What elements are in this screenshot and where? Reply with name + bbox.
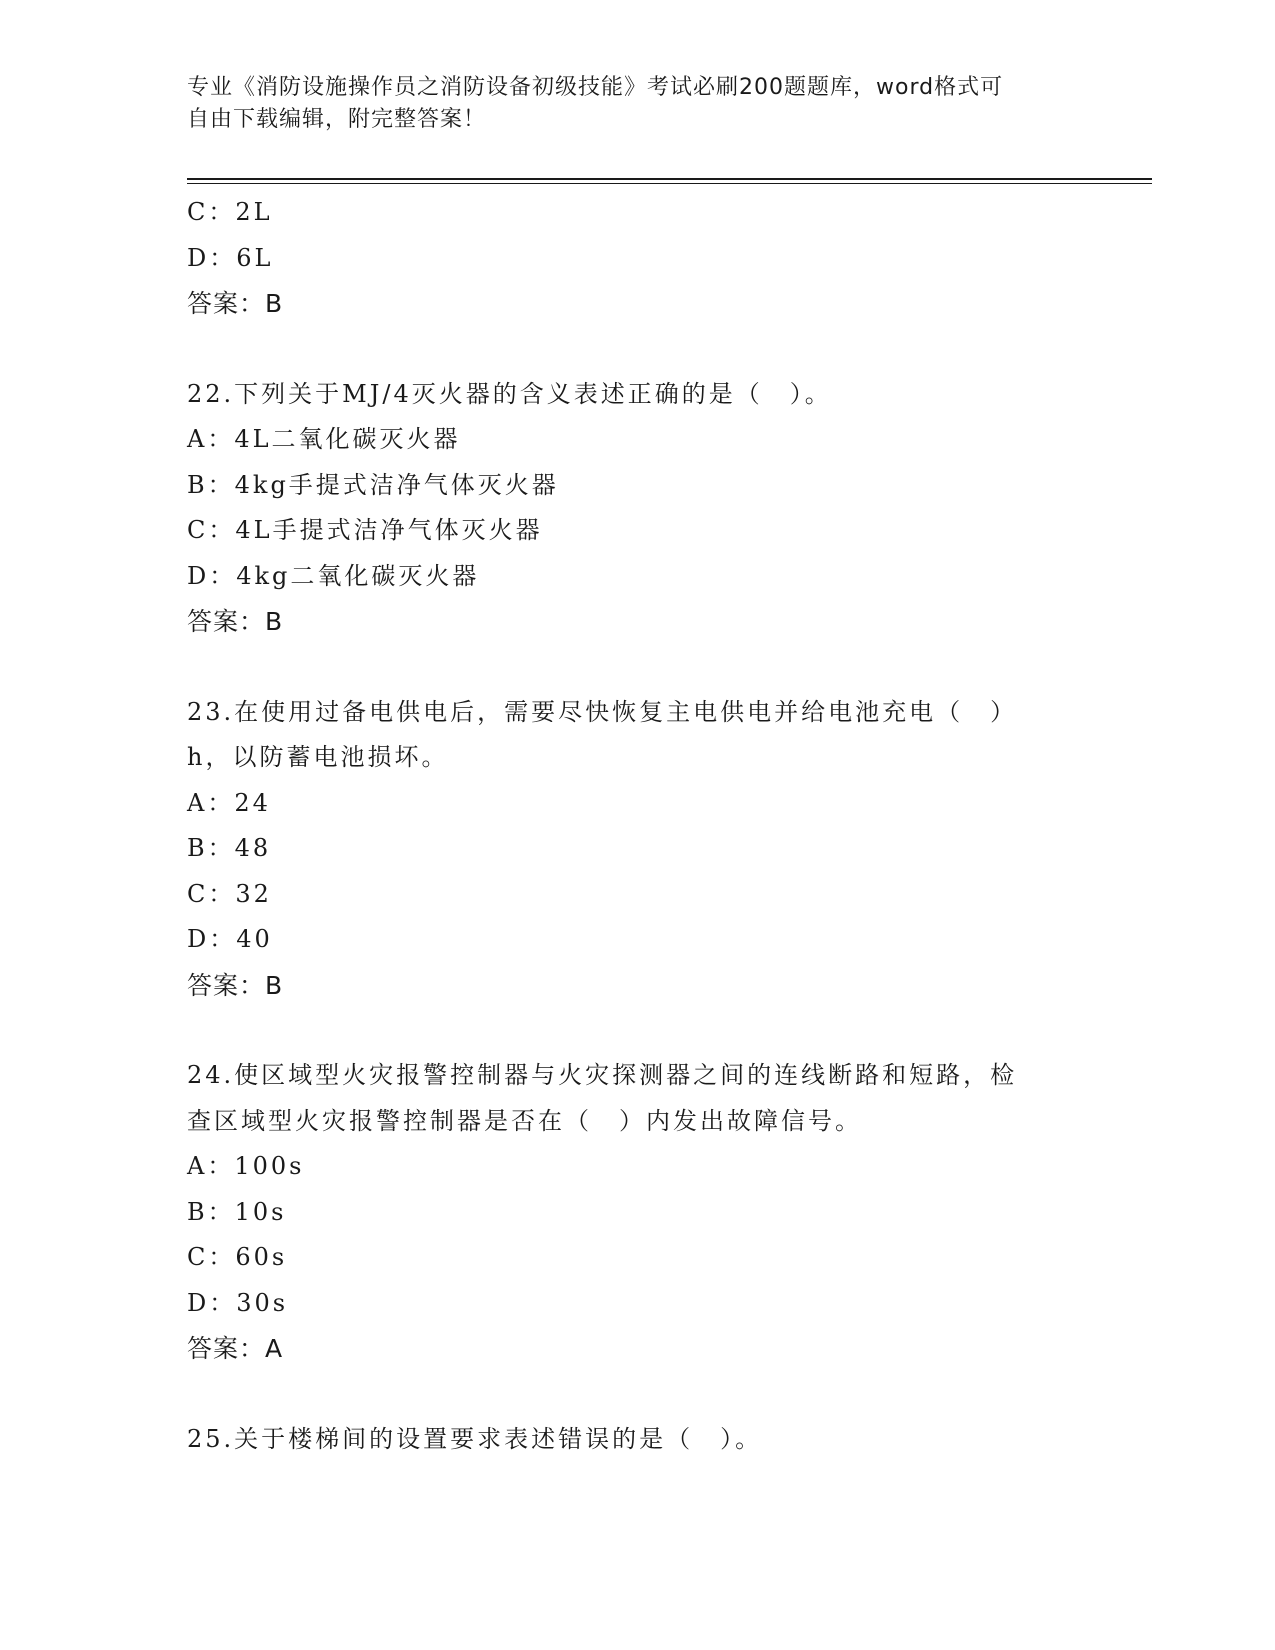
header-rule-thin bbox=[187, 183, 1152, 184]
option-d: D：30s bbox=[187, 1288, 289, 1317]
option-c: C：32 bbox=[187, 879, 272, 908]
spacer bbox=[187, 1372, 1137, 1417]
question-24 bbox=[187, 1053, 1137, 1372]
option-b: B：48 bbox=[187, 834, 272, 862]
question-stem: 23.在使用过备电供电后，需要尽快恢复主电供电并给电池充电（ ） bbox=[187, 697, 1018, 726]
header-line-1: 专业《消防设施操作员之消防设备初级技能》考试必刷200题题库，word格式可 bbox=[187, 75, 1004, 100]
question-23 bbox=[187, 690, 1137, 1009]
option-c: C：4L手提式洁净气体灭火器 bbox=[187, 516, 543, 544]
answer: 答案：B bbox=[187, 607, 284, 636]
option-a: A：24 bbox=[187, 788, 271, 817]
spacer bbox=[187, 327, 1137, 372]
answer: 答案：B bbox=[187, 970, 284, 1000]
question-list bbox=[187, 190, 1137, 1462]
question-stem: 25.关于楼梯间的设置要求表述错误的是（ ）。 bbox=[187, 1424, 763, 1453]
document-header bbox=[187, 72, 1087, 136]
question-25 bbox=[187, 1417, 1137, 1463]
option-a: A：100s bbox=[187, 1152, 305, 1180]
question-22 bbox=[187, 372, 1137, 645]
option-d: D：4kg二氧化碳灭火器 bbox=[187, 561, 480, 590]
option-b: B：4kg手提式洁净气体灭火器 bbox=[187, 470, 559, 499]
question-stem-continued: 查区域型火灾报警控制器是否在（ ）内发出故障信号。 bbox=[187, 1106, 862, 1135]
option-d: D：6L bbox=[187, 243, 274, 272]
answer: 答案：A bbox=[187, 1334, 284, 1363]
question-21-tail bbox=[187, 190, 1137, 327]
option-d: D：40 bbox=[187, 925, 273, 953]
spacer bbox=[187, 645, 1137, 690]
option-b: B：10s bbox=[187, 1197, 287, 1226]
question-stem-continued: h，以防蓄电池损坏。 bbox=[187, 743, 449, 771]
question-stem: 24.使区域型火灾报警控制器与火灾探测器之间的连线断路和短路，检 bbox=[187, 1061, 1018, 1089]
header-line-2: 自由下载编辑，附完整答案！ bbox=[187, 107, 487, 132]
header-rule-thick bbox=[187, 178, 1152, 180]
answer: 答案：B bbox=[187, 289, 284, 318]
question-stem: 22.下列关于MJ/4灭火器的含义表述正确的是（ ）。 bbox=[187, 379, 832, 408]
option-a: A：4L二氧化碳灭火器 bbox=[187, 425, 461, 453]
option-c: C：2L bbox=[187, 198, 273, 226]
spacer bbox=[187, 1008, 1137, 1053]
option-c: C：60s bbox=[187, 1243, 288, 1271]
